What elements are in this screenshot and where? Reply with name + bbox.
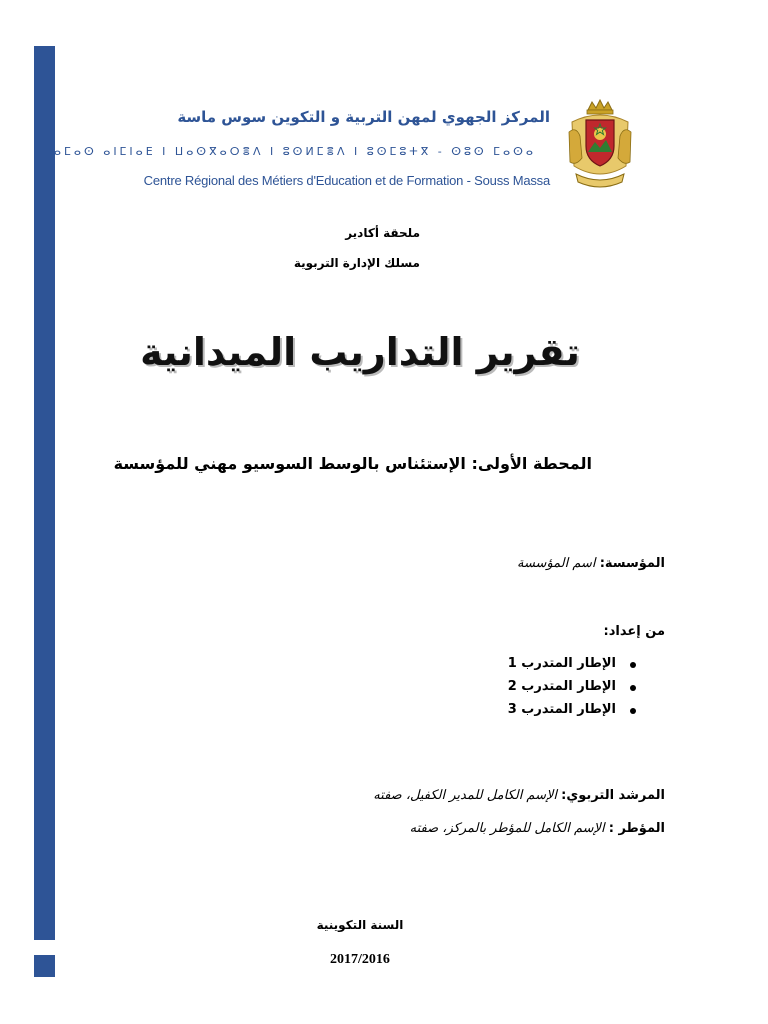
bullet-icon: [630, 685, 636, 691]
decorative-side-bar: [34, 46, 55, 940]
mentor-value: الإسم الكامل للمدير الكفيل، صفته: [373, 788, 558, 803]
mentor-label: المرشد التربوي:: [561, 788, 665, 803]
supervisor-line: [100, 821, 665, 836]
list-item: [400, 656, 640, 679]
trainee-name: الإطار المتدرب 1: [507, 656, 616, 671]
institution-value: اسم المؤسسة: [516, 556, 596, 571]
prepared-by-line: [100, 624, 665, 639]
institution-label: المؤسسة:: [599, 556, 665, 571]
bullet-icon: [630, 708, 636, 714]
trainee-name: الإطار المتدرب 3: [507, 702, 616, 717]
bullet-icon: [630, 662, 636, 668]
prepared-by-label: من إعداد:: [603, 624, 665, 639]
trainee-name: الإطار المتدرب 2: [507, 679, 616, 694]
academic-year-value: 2017/2016: [330, 952, 390, 967]
academic-year-label: السنة التكوينية: [316, 918, 404, 932]
supervisor-label: المؤطر :: [608, 821, 665, 836]
supervisor-value: الإسم الكامل للمؤطر بالمركز، صفته: [409, 821, 605, 836]
decorative-side-square: [34, 955, 55, 977]
annex-name: ملحقة أكادير: [345, 226, 420, 240]
report-title: تقرير التداريب الميدانية: [140, 330, 580, 374]
moroccan-coat-of-arms-icon: [566, 96, 634, 194]
institution-line: [100, 556, 665, 571]
institution-name-tifinagh: ⴰⵎⴰⵙ ⴰⵏⵎⵏⴰⴹ ⵏ ⵡⴰⵙⴳⴰⵔⴻⴷ ⵏ ⵓⵙⵍⵎⴻⴷ ⵏ ⵓⵙⵎⵓⵜⴳ - ⵙⵓⵙ ⵎⴰⵙⴰ: [53, 145, 536, 158]
mentor-line: [100, 788, 665, 803]
institution-name-arabic: المركز الجهوي لمهن التربية و التكوين سوس ماسة: [177, 108, 550, 126]
list-item: [400, 702, 640, 725]
track-name: مسلك الإدارة التربوية: [293, 256, 420, 270]
trainees-list: [400, 656, 640, 725]
station-subtitle: المحطة الأولى: الإستئناس بالوسط السوسيو مهني للمؤسسة: [113, 454, 592, 473]
list-item: [400, 679, 640, 702]
institution-name-french: Centre Régional des Métiers d'Education et de Formation - Souss Massa: [143, 173, 550, 188]
